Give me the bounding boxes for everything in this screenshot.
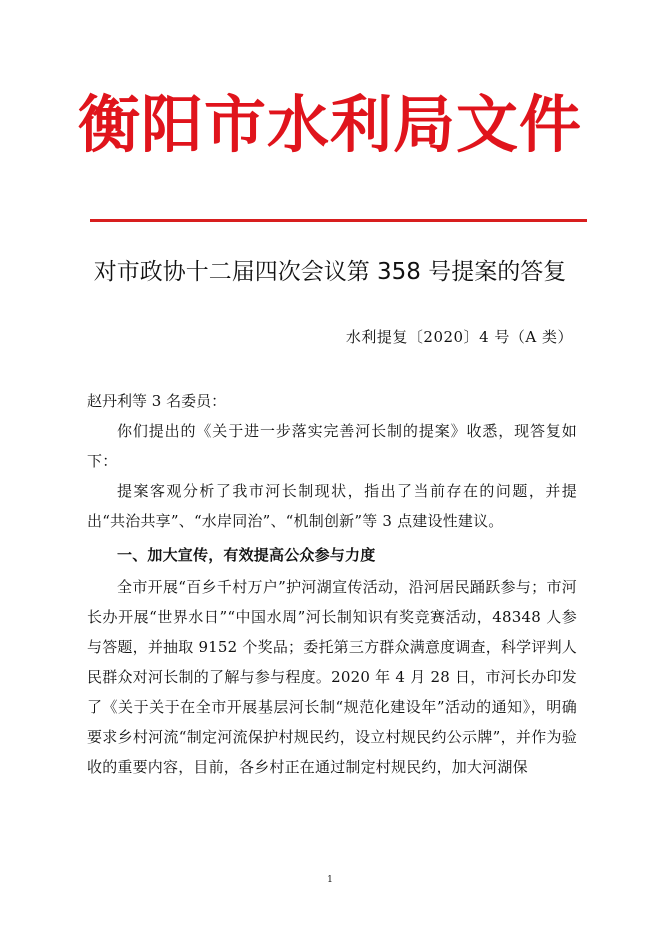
masthead-title: 衡阳市水利局文件 (77, 88, 582, 161)
document-body (87, 416, 577, 782)
salutation: 赵丹利等 3 名委员： (87, 392, 227, 410)
red-divider-rule (90, 219, 587, 222)
section-heading: 一、加大宣传，有效提高公众参与力度 (117, 546, 376, 564)
document-title: 对市政协十二届四次会议第 358 号提案的答复 (93, 259, 567, 285)
document-number: 水利提复〔2020〕4 号（A 类） (345, 328, 573, 346)
section-paragraph: 全市开展“百乡千村万户”护河湖宣传活动，沿河居民踊跃参与；市河长办开展“世界水日”“中国水周”河长制知识有奖竞赛活动，48348 人参与答题，并抽取 9152 个奖品；委托第三方群众满意度调查，科学评判人民群众对河长制的了解与参与程度。2020 年 4 月 28 日，市河长办印发了《关于关于在全市开展基层河长制“规范化建设年”活动的通知》，明确要求乡村河流“制定河流保护村规民约，设立村规民约公示牌”，并作为验收的重要内容，目前，各乡村正在通过制定村规民约，加大河湖保 (87, 578, 577, 776)
body-paragraph: 提案客观分析了我市河长制现状，指出了当前存在的问题，并提出“共治共享”、“水岸同治”、“机制创新”等 3 点建设性建议。 (87, 482, 577, 530)
body-paragraph: 你们提出的《关于进一步落实完善河长制的提案》收悉，现答复如下： (87, 422, 577, 470)
page-number: 1 (327, 875, 333, 885)
